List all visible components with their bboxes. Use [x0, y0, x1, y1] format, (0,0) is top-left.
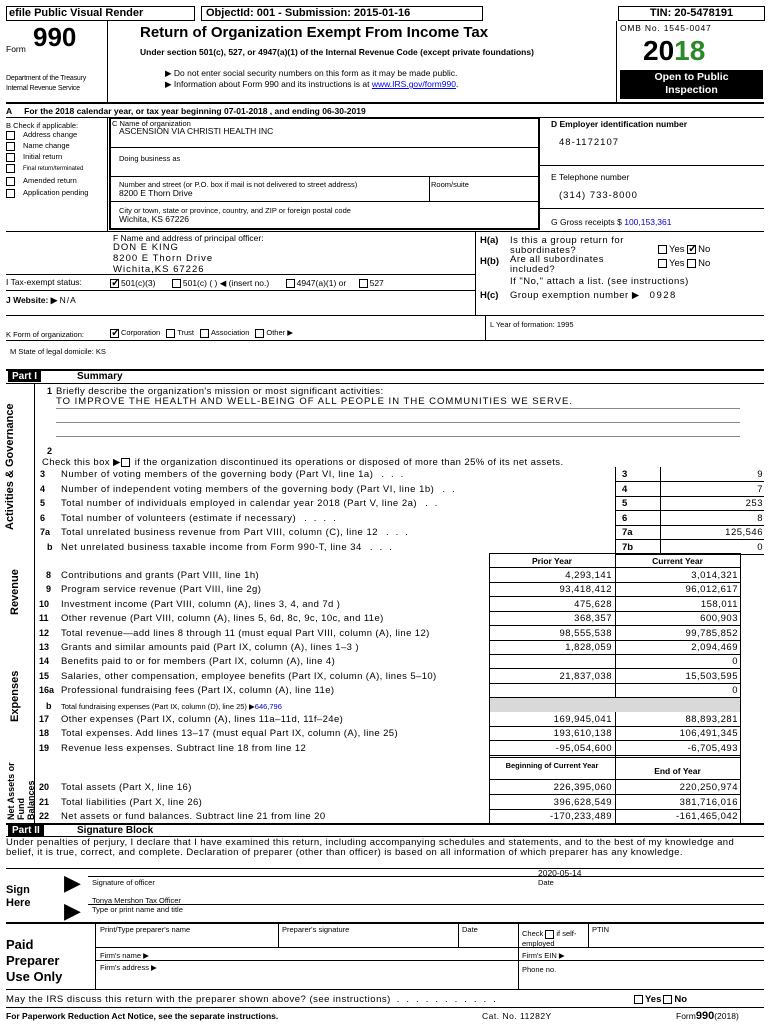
firm-address-label: Firm's address ▶ [100, 963, 157, 972]
4947-checkbox[interactable] [286, 279, 295, 288]
fin-line-prior: -95,054,600 [555, 742, 612, 754]
form-footer: Form990(2018) [676, 1010, 739, 1022]
gov-line-box: 3 [622, 469, 628, 480]
fin-line-num: 9 [46, 584, 52, 595]
form-number: 990 [33, 22, 77, 52]
form-org-option: Association [211, 328, 250, 337]
fin-line-prior: 368,357 [574, 613, 612, 625]
net-line-begin: 226,395,060 [553, 782, 612, 793]
fin-line-prior: 4,293,141 [565, 570, 612, 581]
fin-line-current: -6,705,493 [687, 742, 738, 754]
ha-text1: Is this a group return for [510, 235, 624, 246]
discuss-no-checkbox[interactable] [663, 995, 672, 1004]
col-prior-year: Prior Year [531, 556, 572, 566]
officer-addr1: 8200 E Thorn Drive [113, 253, 214, 264]
irs-link[interactable]: www.IRS.gov/form990 [371, 79, 456, 89]
form-org-label: K Form of organization: [6, 330, 84, 339]
net-line-num: 21 [39, 796, 50, 807]
fin-line-text: Investment income (Part VIII, column (A), lines 3, 4, and 7d ) [61, 598, 341, 610]
net-line-num: 22 [39, 811, 50, 821]
form-org-option: Corporation [121, 328, 161, 337]
ha-yes-checkbox[interactable] [658, 245, 667, 254]
paid-preparer: Paid Preparer Use Only [6, 937, 63, 984]
gross-receipts: G Gross receipts $ 100,153,361 [551, 217, 672, 227]
discuss-yes-checkbox[interactable] [634, 995, 643, 1004]
check-applicable-checkbox[interactable] [6, 164, 15, 173]
check-applicable-checkbox[interactable] [6, 142, 15, 151]
fin-line-current: 0 [732, 685, 738, 697]
hc-label: H(c) [480, 290, 499, 301]
fin-line-num: 17 [39, 714, 50, 724]
hb-note: If "No," attach a list. (see instructions) [510, 276, 689, 287]
fin-line-text: Other expenses (Part IX, column (A), lines 11a–11d, 11f–24e) [61, 714, 344, 725]
dba-label: Doing business as [119, 154, 181, 163]
gov-line-num: 6 [40, 512, 46, 523]
tax-exempt-label: I Tax-exempt status: [6, 277, 82, 287]
info-notice: ▶ Information about Form 990 and its instructions is at www.IRS.gov/form990. [165, 79, 459, 89]
form-org-option: Other ▶ [266, 328, 293, 337]
net-line-begin: 396,628,549 [553, 796, 612, 808]
527-checkbox[interactable] [359, 279, 368, 288]
line1-text: Briefly describe the organization's mission or most significant activities: [56, 386, 384, 397]
fin-line-current: 0 [732, 656, 738, 668]
form-title: Return of Organization Exempt From Income Tax [140, 24, 489, 41]
fin-line-text: Total expenses. Add lines 13–17 (must equal Part IX, column (A), line 25) [61, 728, 399, 740]
net-line-begin: -170,233,489 [550, 811, 612, 822]
fin-line-text: Program service revenue (Part VIII, line 2g) [61, 584, 262, 596]
paperwork-notice: For Paperwork Reduction Act Notice, see the separate instructions. [6, 1011, 279, 1021]
gov-line-box: 4 [622, 483, 628, 495]
ein-label: D Employer identification number [551, 119, 688, 129]
preparer-signature-label: Preparer's signature [282, 925, 350, 934]
check-applicable-item [6, 164, 83, 173]
check-applicable-text: Name change [23, 141, 70, 150]
form-org-checkbox[interactable] [200, 329, 209, 338]
sidebar-activities: Activities & Governance [4, 403, 16, 530]
mission-text: TO IMPROVE THE HEALTH AND WELL-BEING OF ALL PEOPLE IN THE COMMUNITIES WE SERVE. [56, 396, 573, 407]
sidebar-net-assets: Net Assets or Fund Balances [6, 762, 36, 820]
fin-line-text: Total revenue—add lines 8 through 11 (must equal Part VIII, column (A), line 12) [61, 627, 430, 639]
line2-text: Check this box ▶ if the organization discontinued its operations or disposed of more than 25% of its net assets. [42, 457, 564, 468]
fin-line-current: 15,503,595 [685, 670, 738, 682]
fin-line-prior: 21,837,038 [559, 670, 612, 682]
form-org-option: Trust [177, 328, 195, 337]
fin-line-prior: 169,945,041 [553, 714, 612, 725]
fin-line-text: Salaries, other compensation, employee benefits (Part IX, column (A), lines 5–10) [61, 670, 437, 682]
check-applicable-item [6, 141, 70, 151]
signature-label: Signature of officer [92, 878, 155, 887]
check-applicable-item [6, 130, 77, 140]
org-street: 8200 E Thorn Drive [119, 188, 193, 198]
firm-name-label: Firm's name ▶ [100, 951, 149, 960]
form-org-options [110, 328, 293, 338]
sign-arrow-1: ▶ [64, 870, 81, 895]
hb-options: Yes No [658, 258, 710, 269]
fin-line-current: 3,014,321 [691, 570, 738, 581]
org-city: Wichita, KS 67226 [119, 214, 189, 224]
sidebar-revenue: Revenue [9, 569, 21, 615]
sign-arrow-2: ▶ [64, 898, 81, 923]
gov-line-text: Number of voting members of the governing body (Part VI, line 1a) ... [61, 469, 411, 480]
gov-line-value: 8 [757, 512, 763, 524]
open-to-public: Open to Public Inspection [620, 70, 763, 99]
gov-line-box: 7a [622, 527, 633, 538]
part1-label: Part I [8, 371, 41, 382]
hb-yes-checkbox[interactable] [658, 259, 667, 268]
gov-line-num: b [47, 541, 53, 552]
check-applicable-checkbox[interactable] [6, 189, 15, 198]
ssn-notice: ▶ Do not enter social security numbers on this form as it may be made public. [165, 68, 458, 78]
preparer-date-label: Date [462, 925, 478, 934]
hc-text: Group exemption number ▶ 0928 [510, 290, 677, 301]
date-label: Date [538, 878, 554, 887]
gov-line-text: Number of independent voting members of the governing body (Part VI, line 1b) .. [61, 483, 462, 495]
fin-line-text: Other revenue (Part VIII, column (A), lines 5, 6d, 8c, 9c, 10c, and 11e) [61, 613, 384, 625]
fin-line-current: 158,011 [700, 598, 738, 610]
gov-line-text: Total number of individuals employed in calendar year 2018 (Part V, line 2a) .. [61, 498, 445, 509]
check-applicable-text: Initial return [23, 152, 63, 161]
org-name-label: C Name of organization [112, 119, 191, 128]
check-applicable-item [6, 152, 62, 162]
check-applicable-text: Amended return [23, 176, 77, 185]
fin-line-num: 18 [39, 728, 50, 739]
tax-year: 2018 [643, 35, 706, 66]
fin-line-prior: 475,628 [574, 598, 612, 610]
street-label: Number and street (or P.O. box if mail is not delivered to street address) [119, 180, 358, 189]
fin-line-prior: 98,555,538 [559, 627, 612, 639]
check-applicable-text: Final return/terminated [23, 166, 84, 173]
gov-line-num: 4 [40, 483, 46, 494]
form-org-checkbox[interactable] [255, 329, 264, 338]
fin-line-num: 19 [39, 742, 50, 753]
fin-line-current: 2,094,469 [691, 642, 738, 653]
website-line: J Website: ▶ N/A [6, 295, 77, 305]
col-current-year: Current Year [652, 556, 703, 566]
check-applicable-item [6, 176, 77, 186]
ha-options: Yes ✓ No [658, 244, 710, 255]
form-org-checkbox[interactable] [166, 329, 175, 338]
ptin-label: PTIN [592, 925, 610, 934]
gov-line-text: Total unrelated business revenue from Part VIII, column (C), line 12 ... [61, 527, 415, 538]
self-employed: Check if self-employed [522, 929, 577, 948]
phone-label: E Telephone number [551, 172, 630, 182]
col-end-year: End of Year [654, 766, 701, 776]
gov-line-value: 7 [757, 483, 763, 495]
self-employed-checkbox[interactable] [545, 930, 554, 939]
fin-line-num: 8 [46, 570, 52, 580]
officer-name: DON E KING [113, 242, 179, 253]
line16b-text: Total fundraising expenses (Part IX, column (D), line 25) ▶646,796 [61, 702, 282, 711]
fin-line-num: 15 [39, 670, 50, 681]
irs-label: Internal Revenue Service [6, 85, 80, 92]
banner-object-id: ObjectId: 001 - Submission: 2015-01-16 [201, 6, 483, 21]
banner-tin: TIN: 20-5478191 [618, 6, 765, 21]
cat-number: Cat. No. 11282Y [482, 1011, 552, 1021]
check-applicable-text: Application pending [23, 188, 89, 197]
net-line-text: Total assets (Part X, line 16) [61, 782, 192, 793]
net-line-text: Net assets or fund balances. Subtract line 21 from line 20 [61, 811, 326, 822]
firm-ein-label: Firm's EIN ▶ [522, 951, 565, 960]
phone-no-label: Phone no. [522, 965, 557, 974]
fin-line-text: Revenue less expenses. Subtract line 18 from line 12 [61, 742, 307, 754]
fin-line-prior: 93,418,412 [559, 584, 612, 596]
net-line-end: 381,716,016 [679, 796, 738, 808]
irs-discuss-options: Yes No [634, 994, 687, 1005]
gov-line-value: 253 [745, 498, 763, 509]
ha-text2: subordinates? [510, 245, 577, 256]
fin-line-num: 10 [39, 598, 50, 609]
fin-line-current: 106,491,345 [679, 728, 738, 740]
state-domicile: M State of legal domicile: KS [10, 347, 106, 356]
room-suite-label: Room/suite [431, 180, 469, 189]
form-subtitle: Under section 501(c), 527, or 4947(a)(1) of the Internal Revenue Code (except private foundations) [140, 47, 534, 57]
gov-line-box: 5 [622, 498, 628, 509]
net-line-end: 220,250,974 [679, 782, 738, 793]
gov-line-text: Total number of volunteers (estimate if necessary) .... [61, 512, 343, 524]
fin-line-text: Grants and similar amounts paid (Part IX, column (A), lines 1–3 ) [61, 642, 359, 653]
check-applicable-item [6, 188, 88, 198]
part2-title: Signature Block [77, 825, 154, 836]
fin-line-num: 11 [39, 613, 49, 624]
banner-left: efile Public Visual Render [6, 6, 195, 21]
fin-line-current: 99,785,852 [685, 627, 738, 639]
net-line-num: 20 [39, 782, 50, 792]
fin-line-num: 13 [39, 642, 50, 652]
type-name-label: Type or print name and title [92, 905, 183, 914]
net-line-text: Total liabilities (Part X, line 26) [61, 796, 203, 808]
fin-line-text: Contributions and grants (Part VIII, line 1h) [61, 570, 260, 581]
part2-label: Part II [8, 825, 44, 836]
gov-line-num: 5 [40, 498, 46, 508]
line16b-num: b [46, 701, 52, 711]
gov-line-num: 3 [40, 469, 46, 479]
year-formation: L Year of formation: 1995 [490, 320, 574, 329]
hb-text2: included? [510, 264, 556, 275]
hb-label: H(b) [480, 256, 499, 267]
gov-line-box: 7b [622, 541, 634, 553]
fin-line-text: Professional fundraising fees (Part IX, column (A), line 11e) [61, 685, 335, 697]
preparer-name-label: Print/Type preparer's name [100, 925, 191, 934]
officer-label: F Name and address of principal officer: [113, 233, 264, 243]
sign-date: 2020-05-14 [538, 868, 582, 878]
gov-line-num: 7a [40, 527, 51, 537]
fin-line-text: Benefits paid to or for members (Part IX, column (A), line 4) [61, 656, 336, 668]
line1-num: 1 [47, 386, 53, 396]
org-name: ASCENSION VIA CHRISTI HEALTH INC [119, 126, 274, 136]
irs-discuss: May the IRS discuss this return with the preparer shown above? (see instructions) ........... [6, 994, 503, 1005]
line-a: A For the 2018 calendar year, or tax year beginning 07-01-2018 , and ending 06-30-2019 [6, 106, 366, 116]
check-applicable-checkbox[interactable] [6, 177, 15, 186]
fin-line-num: 16a [39, 685, 55, 696]
501c3-checkbox[interactable] [110, 279, 119, 288]
fin-line-prior: 1,828,059 [565, 642, 612, 653]
fin-line-current: 600,903 [700, 613, 738, 625]
check-applicable-checkbox[interactable] [6, 131, 15, 140]
check-applicable-checkbox[interactable] [6, 153, 15, 162]
gov-line-text: Net unrelated business taxable income from Form 990-T, line 34 ... [61, 541, 399, 553]
perjury-text: Under penalties of perjury, I declare that I have examined this return, including accompanying schedules and statements, and to the best of my knowledge and belief, it is true, correct, and complete. Declaration of preparer (other than officer) is based on all information of which preparer has any knowledge. [6, 837, 735, 858]
gov-line-value: 0 [757, 541, 763, 553]
tax-exempt-options: ✓ 501(c)(3) 501(c) ( ) ◀ (insert no.) 4947(a)(1) or 527 [110, 278, 384, 289]
officer-addr2: Wichita,KS 67226 [113, 264, 205, 275]
dept-treasury: Department of the Treasury [6, 75, 87, 82]
omb-number: OMB No. 1545-0047 [620, 23, 712, 33]
check-applicable-text: Address change [23, 130, 78, 139]
gov-line-value: 9 [757, 469, 763, 480]
fin-line-num: 14 [39, 656, 50, 667]
fin-line-prior: 193,610,138 [553, 728, 612, 740]
officer-title: Tonya Mershon Tax Officer [92, 896, 181, 905]
fin-line-current: 88,893,281 [685, 714, 738, 725]
discontinued-checkbox[interactable] [121, 458, 130, 467]
col-begin-year: Beginning of Current Year [505, 761, 599, 770]
line2-num: 2 [47, 446, 53, 456]
part1-title: Summary [77, 371, 123, 382]
sign-here: Sign Here [6, 884, 31, 909]
sidebar-expenses: Expenses [9, 670, 21, 722]
501c-checkbox[interactable] [172, 279, 181, 288]
gov-line-value: 125,546 [725, 527, 763, 538]
hb-no-checkbox[interactable] [687, 259, 696, 268]
fin-line-num: 12 [39, 627, 50, 638]
ha-no-checkbox[interactable] [687, 245, 696, 254]
hb-text1: Are all subordinates [510, 254, 604, 265]
check-applicable-label: B Check if applicable: [6, 121, 79, 130]
gov-line-box: 6 [622, 512, 628, 524]
form-org-checkbox[interactable] [110, 329, 119, 338]
ein-value: 48-1172107 [559, 137, 620, 148]
form-label: Form [6, 44, 26, 54]
city-label: City or town, state or province, country, and ZIP or foreign postal code [119, 206, 351, 215]
phone-value: (314) 733-8000 [559, 190, 638, 201]
fin-line-current: 96,012,617 [685, 584, 738, 596]
ha-label: H(a) [480, 235, 499, 246]
net-line-end: -161,465,042 [676, 811, 738, 822]
